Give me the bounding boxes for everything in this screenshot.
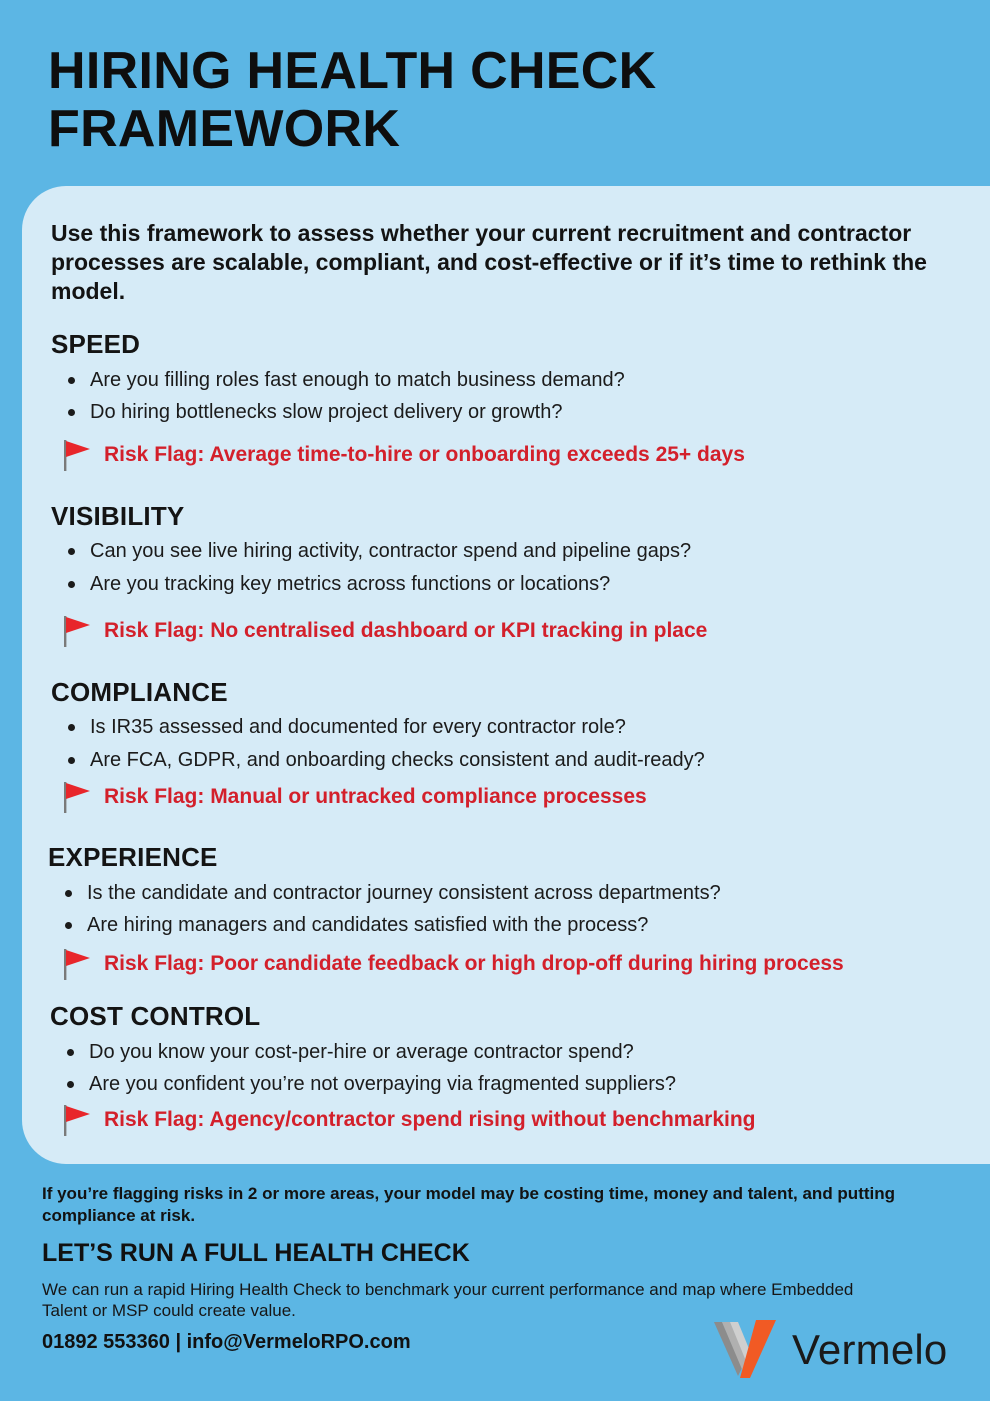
page-title (48, 42, 657, 158)
section-heading-compliance: COMPLIANCE (51, 677, 228, 707)
red-flag-icon (62, 438, 92, 472)
section-heading-cost-control: COST CONTROL (50, 1001, 261, 1031)
cost-control-risk-text: Risk Flag: Agency/contractor spend rising without benchmarking (104, 1108, 756, 1131)
speed-bullet-2: Do hiring bottlenecks slow project delivery or growth? (90, 401, 563, 423)
vermelo-v-mark-icon (712, 1316, 782, 1382)
footer-warning: If you’re flagging risks in 2 or more areas, your model may be costing time, money and talent, and putting compliance at risk. (42, 1184, 896, 1225)
section-heading-speed: SPEED (51, 329, 141, 359)
section-heading-visibility: VISIBILITY (51, 501, 185, 531)
contact-details: 01892 553360 | info@VermeloRPO.com (42, 1331, 411, 1353)
red-flag-icon (62, 614, 92, 648)
red-flag-icon (62, 1103, 92, 1137)
title-line-1: HIRING HEALTH CHECK (48, 42, 657, 100)
speed-risk-text: Risk Flag: Average time-to-hire or onboarding exceeds 25+ days (104, 443, 745, 466)
visibility-risk-text: Risk Flag: No centralised dashboard or KPI tracking in place (104, 619, 708, 642)
title-line-2: FRAMEWORK (48, 100, 401, 158)
visibility-bullet-1: Can you see live hiring activity, contractor spend and pipeline gaps? (90, 540, 692, 562)
experience-risk-text: Risk Flag: Poor candidate feedback or high drop-off during hiring process (104, 952, 844, 975)
intro-text: Use this framework to assess whether your current recruitment and contractor processes are scalable, compliant, and cost-effective or if it’s time to rethink the model. (51, 220, 927, 304)
speed-bullet-1: Are you filling roles fast enough to match business demand? (90, 369, 625, 391)
section-heading-experience: EXPERIENCE (48, 842, 218, 872)
cost-control-bullet-1: Do you know your cost-per-hire or average contractor spend? (89, 1041, 634, 1063)
cta-heading: LET’S RUN A FULL HEALTH CHECK (42, 1239, 470, 1267)
visibility-bullet-2: Are you tracking key metrics across functions or locations? (90, 573, 611, 595)
cost-control-bullet-2: Are you confident you’re not overpaying via fragmented suppliers? (89, 1073, 677, 1095)
experience-bullet-1: Is the candidate and contractor journey consistent across departments? (87, 882, 721, 904)
red-flag-icon (62, 780, 92, 814)
red-flag-icon (62, 947, 92, 981)
experience-bullet-2: Are hiring managers and candidates satisfied with the process? (87, 914, 649, 936)
cta-body: We can run a rapid Hiring Health Check to benchmark your current performance and map where Embedded Talent or MSP could create value. (42, 1280, 854, 1320)
compliance-bullet-2: Are FCA, GDPR, and onboarding checks consistent and audit-ready? (90, 749, 705, 771)
compliance-bullet-1: Is IR35 assessed and documented for every contractor role? (90, 716, 626, 738)
vermelo-logo (712, 1316, 962, 1382)
logo-wordmark: Vermelo (792, 1326, 948, 1373)
compliance-risk-text: Risk Flag: Manual or untracked compliance processes (104, 785, 647, 808)
